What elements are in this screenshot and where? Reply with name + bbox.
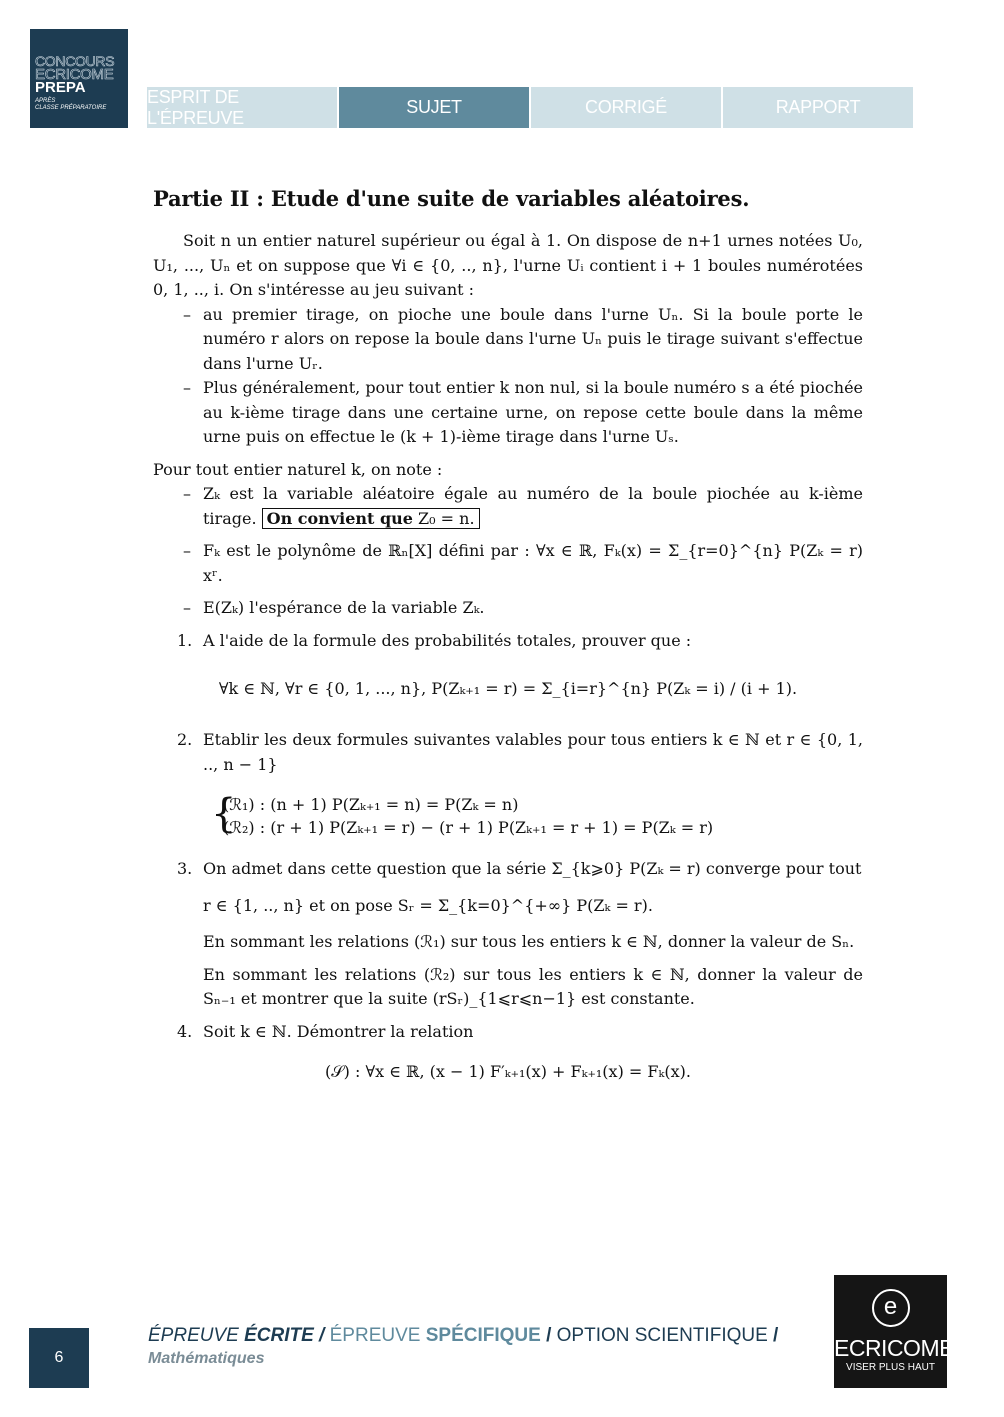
footer-sep-2: /	[540, 1325, 557, 1346]
question-3-part-r1	[153, 930, 863, 955]
question-2-number: 2.	[177, 730, 193, 749]
logo-classe: CLASSE PRÉPARATOIRE	[35, 105, 107, 111]
notation-zk-text: Zₖ est la variable aléatoire égale au numéro de la boule piochée au k-ième tirage.	[203, 484, 863, 528]
ecricome-logo	[834, 1275, 954, 1388]
ecricome-tagline: VISER PLUS HAUT	[846, 1362, 935, 1373]
relations-system	[153, 793, 863, 839]
logo-line-ecricome: ECRICOME	[35, 66, 114, 83]
question-3-text-b: r ∈ {1, .., n} et on pose Sᵣ = Σ_{k=0}^{+∞} P(Zₖ = r).	[203, 895, 653, 915]
footer-specifique: SPÉCIFIQUE	[425, 1325, 541, 1346]
notation-expectation: – E(Zₖ) l'espérance de la variable Zₖ.	[153, 596, 863, 621]
tab-corrige[interactable]: CORRIGÉ	[531, 87, 721, 128]
convention-box	[262, 508, 480, 529]
rule-general-draw: – Plus généralement, pour tout entier k non nul, si la boule numéro s a été piochée au k-ième tirage dans une certaine urne, on repose cette boule dans la même urne puis on effectue le (k + 1)-ième tirage dans l'urne Uₛ.	[153, 376, 863, 450]
notation-intro: Pour tout entier naturel k, on note :	[153, 459, 443, 479]
logo-line-concours: CONCOURS	[35, 53, 115, 69]
tab-sujet[interactable]: SUJET	[339, 87, 529, 128]
question-3-number: 3.	[177, 859, 193, 878]
section-title: Partie II : Etude d'une suite de variables aléatoires.	[153, 186, 750, 211]
intro-paragraph: Soit n un entier naturel supérieur ou égal à 1. On dispose de n+1 urnes notées U₀, U₁, ..., Uₙ et on suppose que ∀i ∈ {0, .., n}, l'urne Uᵢ contient i + 1 boules numérotées 0, 1, .., i. On s'intéresse au jeu suivant :	[153, 231, 863, 299]
footer-ecrite: ÉCRITE	[244, 1325, 314, 1346]
relation-r2: (ℛ₂) : (r + 1) P(Zₖ₊₁ = r) − (r + 1) P(Zₖ₊₁ = r + 1) = P(Zₖ = r)	[223, 818, 714, 837]
ecricome-mark-icon: e	[872, 1289, 910, 1327]
footer-option: OPTION SCIENTIFIQUE	[556, 1325, 768, 1346]
footer-exam-line	[148, 1324, 778, 1348]
logo-line-prepa: PREPA	[35, 79, 86, 96]
question-4-number: 4.	[177, 1021, 193, 1041]
question-3-def	[153, 894, 863, 919]
notation-zk	[153, 482, 863, 531]
footer-sep-3: /	[767, 1325, 779, 1346]
question-3-text-a: On admet dans cette question que la série Σ_{k⩾0} P(Zₖ = r) converge pour tout	[203, 859, 862, 878]
logo-line-apres	[35, 98, 128, 112]
question-3	[153, 857, 863, 882]
section-tabs	[147, 87, 913, 128]
question-4-text: Soit k ∈ ℕ. Démontrer la relation	[203, 1021, 474, 1041]
tab-esprit[interactable]: ESPRIT DE L'ÉPREUVE	[147, 87, 337, 128]
footer-epreuve: ÉPREUVE	[148, 1325, 239, 1346]
tab-rapport[interactable]: RAPPORT	[723, 87, 913, 128]
question-3-text-c: En sommant les relations (ℛ₁) sur tous les entiers k ∈ ℕ, donner la valeur de Sₙ.	[203, 932, 855, 951]
document-body	[153, 186, 863, 1100]
ecricome-name: ECRICOME	[834, 1335, 954, 1361]
footer-title	[148, 1324, 778, 1370]
concours-logo	[30, 29, 128, 128]
question-2	[153, 728, 863, 777]
page-number: 6	[29, 1328, 89, 1388]
footer-sep-1: /	[313, 1325, 330, 1346]
question-1-text: A l'aide de la formule des probabilités totales, prouver que :	[203, 630, 692, 650]
footer-subject: Mathématiques	[148, 1350, 265, 1367]
question-3-text-d: En sommant les relations (ℛ₂) sur tous les entiers k ∈ ℕ, donner la valeur de Sₙ₋₁ et montrer que la suite (rSᵣ)_{1⩽r⩽n−1} est constante.	[203, 964, 863, 1008]
question-1	[153, 629, 863, 654]
question-4-equation: (𝒮) : ∀x ∈ ℝ, (x − 1) F′ₖ₊₁(x) + Fₖ₊₁(x) = Fₖ(x).	[325, 1062, 691, 1081]
convention-label: On convient que	[266, 508, 413, 528]
question-3-part-r2	[153, 963, 863, 1012]
logo-apres: APRÈS	[35, 98, 56, 104]
question-1-equation: ∀k ∈ ℕ, ∀r ∈ {0, 1, ..., n}, P(Zₖ₊₁ = r) = Σ_{i=r}^{n} P(Zₖ = i) / (i + 1).	[218, 679, 798, 698]
question-1-number: 1.	[177, 630, 193, 650]
rule-first-draw: – au premier tirage, on pioche une boule dans l'urne Uₙ. Si la boule porte le numéro r alors on repose la boule dans l'urne Uₙ puis le tirage suivant s'effectue dans l'urne Uᵣ.	[153, 303, 863, 377]
convention-math: Z₀ = n.	[412, 508, 475, 528]
footer-epreuve-2: ÉPREUVE	[329, 1325, 421, 1346]
notation-fk: – Fₖ est le polynôme de ℝₙ[X] défini par : ∀x ∈ ℝ, Fₖ(x) = Σ_{r=0}^{n} P(Zₖ = r) xʳ.	[153, 539, 863, 588]
question-2-text: Etablir les deux formules suivantes valables pour tous entiers k ∈ ℕ et r ∈ {0, 1, .., n − 1}	[203, 730, 863, 774]
relation-r1: { (ℛ₁) : (n + 1) P(Zₖ₊₁ = n) = P(Zₖ = n)	[223, 795, 519, 814]
question-4	[153, 1020, 863, 1045]
